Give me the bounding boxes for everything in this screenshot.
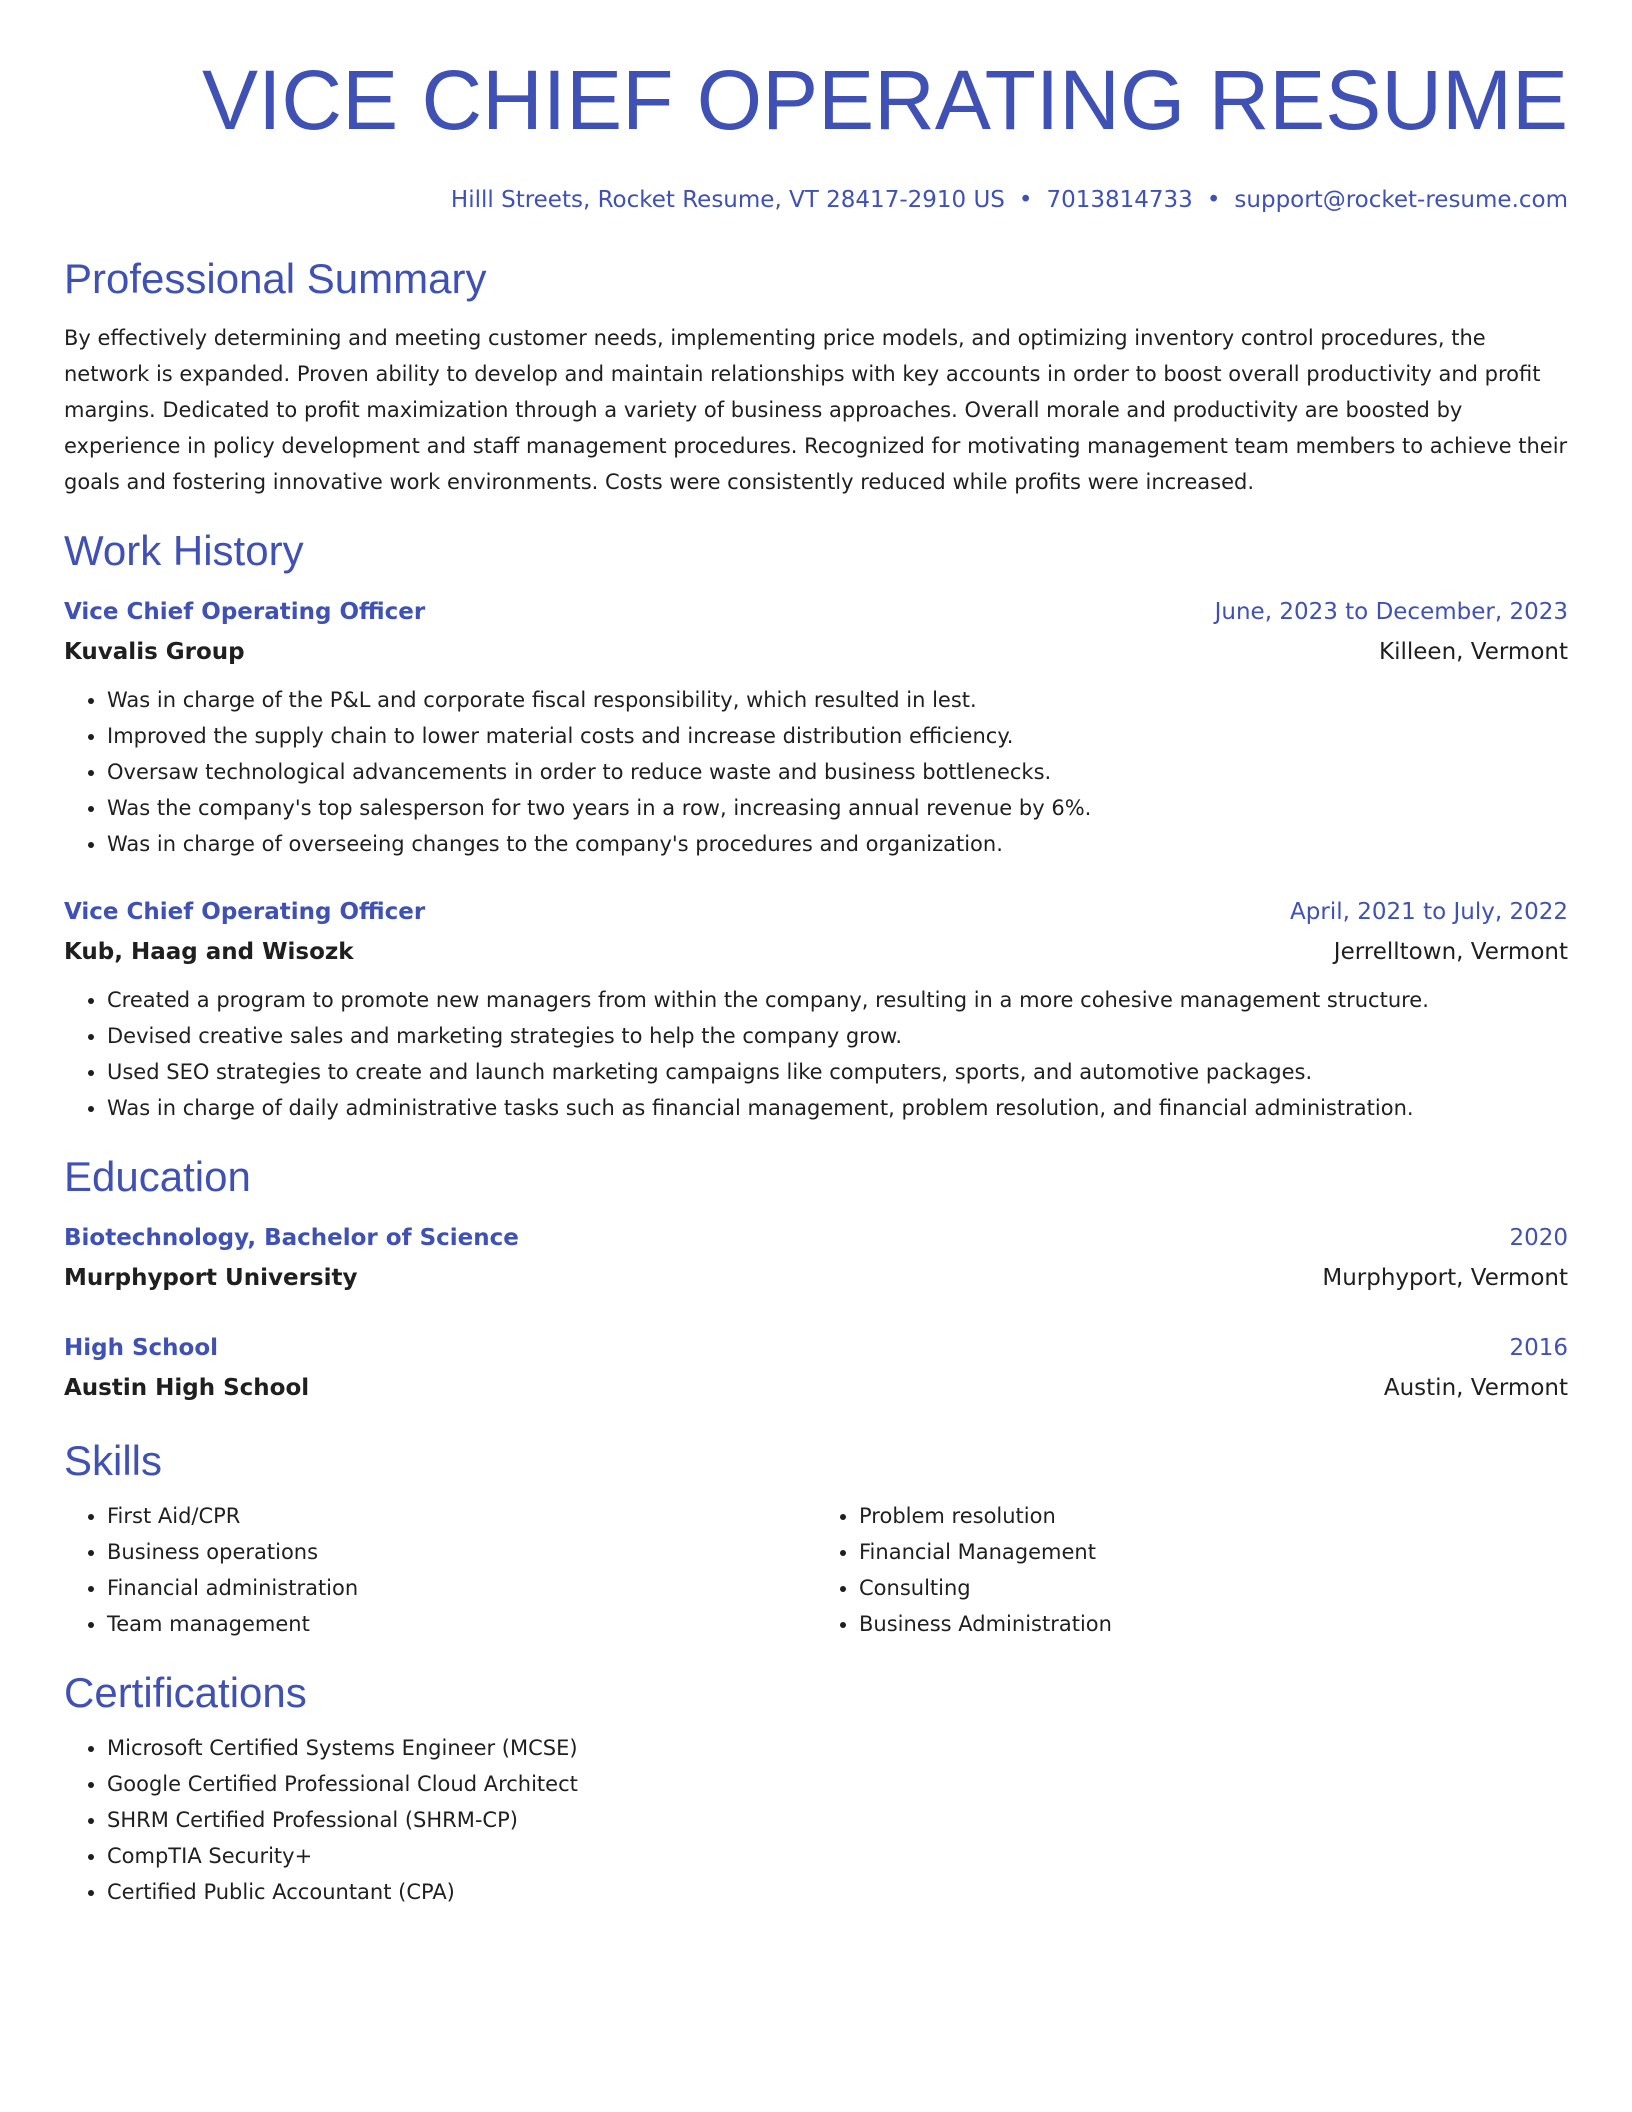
education-school: Murphyport University: [64, 1265, 358, 1291]
job-role: Vice Chief Operating Officer: [64, 599, 426, 625]
education-degree: Biotechnology, Bachelor of Science: [64, 1225, 519, 1251]
education-school: Austin High School: [64, 1375, 310, 1401]
work-history-heading: Work History: [64, 527, 304, 574]
skills-heading: Skills: [64, 1437, 163, 1484]
job-bullet: • Used SEO strategies to create and launch marketing campaigns like computers, sports, and automotive packages.: [107, 1054, 1568, 1090]
education-year: 2020: [1509, 1225, 1568, 1251]
job-dates: June, 2023 to December, 2023: [1214, 599, 1568, 625]
education-school-row: [64, 1258, 1568, 1298]
job-location: Jerrelltown, Vermont: [1333, 939, 1568, 965]
certification-item: • Google Certified Professional Cloud Architect: [107, 1766, 1568, 1802]
job-bullet: • Improved the supply chain to lower material costs and increase distribution efficiency.: [107, 718, 1568, 754]
education-header-row: [64, 1328, 1568, 1368]
job-company-row: [64, 932, 1568, 972]
job-dates: April, 2021 to July, 2022: [1290, 899, 1568, 925]
job-company: Kuvalis Group: [64, 639, 245, 665]
skill-item: • First Aid/CPR: [107, 1498, 816, 1534]
job-bullet: • Devised creative sales and marketing strategies to help the company grow.: [107, 1018, 1568, 1054]
skill-item: • Financial administration: [107, 1570, 816, 1606]
certifications-list: [64, 1730, 1568, 1910]
education-location: Murphyport, Vermont: [1322, 1265, 1568, 1291]
resume-title: VICE CHIEF OPERATING RESUME: [202, 53, 1568, 147]
education-year: 2016: [1509, 1335, 1568, 1361]
contact-line: [64, 184, 1568, 216]
job-header-row: [64, 892, 1568, 932]
education-school-row: [64, 1368, 1568, 1408]
contact-phone: 7013814733: [1046, 187, 1193, 213]
summary-text: By effectively determining and meeting customer needs, implementing price models, and optimizing inventory control procedures, the network is expanded. Proven ability to develop and maintain relationships with key accounts in order to boost overall productivity and profit margins. Dedicated to profit maximization through a variety of business approaches. Overall morale and productivity are boosted by experience in policy development and staff management procedures. Recognized for motivating management team members to achieve their goals and fostering innovative work environments. Costs were consistently reduced while profits were increased.: [64, 326, 1568, 494]
job-bullets: [64, 682, 1568, 862]
job-header-row: [64, 592, 1568, 632]
job-bullet: • Created a program to promote new managers from within the company, resulting in a more cohesive management structure.: [107, 982, 1568, 1018]
job-entry: [64, 892, 1568, 1126]
contact-separator: •: [1018, 187, 1033, 213]
skills-list-left: [64, 1498, 816, 1642]
certification-item: • Microsoft Certified Systems Engineer (MCSE): [107, 1730, 1568, 1766]
education-degree: High School: [64, 1335, 219, 1361]
education-entry: [64, 1218, 1568, 1298]
education-location: Austin, Vermont: [1383, 1375, 1568, 1401]
job-company-row: [64, 632, 1568, 672]
job-role: Vice Chief Operating Officer: [64, 899, 426, 925]
skill-item: • Business operations: [107, 1534, 816, 1570]
education-entry: [64, 1328, 1568, 1408]
contact-separator: •: [1206, 187, 1221, 213]
skill-item: • Financial Management: [859, 1534, 1568, 1570]
contact-email: support@rocket-resume.com: [1234, 187, 1568, 213]
job-bullet: • Was in charge of the P&L and corporate fiscal responsibility, which resulted in lest.: [107, 682, 1568, 718]
job-bullet: • Was in charge of daily administrative tasks such as financial management, problem resolution, and financial administration.: [107, 1090, 1568, 1126]
job-bullet: • Was the company's top salesperson for two years in a row, increasing annual revenue by 6%.: [107, 790, 1568, 826]
skill-item: • Business Administration: [859, 1606, 1568, 1642]
certification-item: • Certified Public Accountant (CPA): [107, 1874, 1568, 1910]
job-bullets: [64, 982, 1568, 1126]
resume-header: [64, 0, 1568, 216]
skill-item: • Team management: [107, 1606, 816, 1642]
education-heading: Education: [64, 1153, 251, 1200]
job-entry: [64, 592, 1568, 862]
skills-list-right: [816, 1498, 1568, 1642]
skill-item: • Problem resolution: [859, 1498, 1568, 1534]
job-bullet: • Was in charge of overseeing changes to the company's procedures and organization.: [107, 826, 1568, 862]
summary-heading: Professional Summary: [64, 255, 487, 302]
certifications-heading: Certifications: [64, 1669, 307, 1716]
skill-item: • Consulting: [859, 1570, 1568, 1606]
certification-item: • CompTIA Security+: [107, 1838, 1568, 1874]
job-bullet: • Oversaw technological advancements in order to reduce waste and business bottlenecks.: [107, 754, 1568, 790]
job-location: Killeen, Vermont: [1379, 639, 1568, 665]
education-header-row: [64, 1218, 1568, 1258]
certification-item: • SHRM Certified Professional (SHRM-CP): [107, 1802, 1568, 1838]
contact-address: Hilll Streets, Rocket Resume, VT 28417-2910 US: [450, 187, 1005, 213]
job-company: Kub, Haag and Wisozk: [64, 939, 354, 965]
skills-grid: [64, 1498, 1568, 1642]
